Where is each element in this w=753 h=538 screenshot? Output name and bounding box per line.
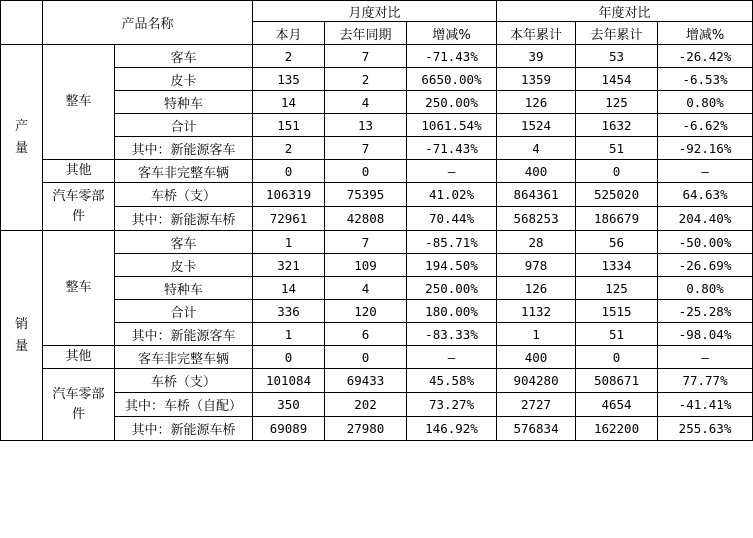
value-cell: 126 — [497, 277, 576, 300]
value-cell: 39 — [497, 45, 576, 68]
value-cell: 1 — [497, 323, 576, 346]
value-cell: 978 — [497, 254, 576, 277]
value-cell: 75395 — [325, 183, 407, 207]
value-cell: 7 — [325, 231, 407, 254]
value-cell: 525020 — [576, 183, 658, 207]
group-label: 整车 — [43, 231, 115, 346]
col-header: 增减% — [407, 22, 497, 45]
value-cell: 0 — [253, 160, 325, 183]
item-label: 客车 — [115, 231, 253, 254]
value-cell: 146.92% — [407, 417, 497, 441]
value-cell: — — [658, 346, 753, 369]
value-cell: 14 — [253, 91, 325, 114]
value-cell: 4 — [325, 91, 407, 114]
value-cell: 125 — [576, 91, 658, 114]
section-sales-label: 销量 — [1, 231, 43, 441]
header-product-name: 产品名称 — [43, 1, 253, 45]
value-cell: — — [407, 346, 497, 369]
value-cell: 109 — [325, 254, 407, 277]
section-production-label: 产量 — [1, 45, 43, 231]
value-cell: 250.00% — [407, 277, 497, 300]
value-cell: 1632 — [576, 114, 658, 137]
value-cell: — — [407, 160, 497, 183]
value-cell: — — [658, 160, 753, 183]
table-row — [1, 231, 753, 254]
value-cell: 204.40% — [658, 207, 753, 231]
item-label: 合计 — [115, 300, 253, 323]
value-cell: 1334 — [576, 254, 658, 277]
value-cell: -71.43% — [407, 45, 497, 68]
value-cell: 0 — [576, 346, 658, 369]
group-label: 其他 — [43, 346, 115, 369]
value-cell: 126 — [497, 91, 576, 114]
value-cell: 350 — [253, 393, 325, 417]
value-cell: 125 — [576, 277, 658, 300]
value-cell: 202 — [325, 393, 407, 417]
item-label: 其中：新能源车桥 — [115, 207, 253, 231]
value-cell: 336 — [253, 300, 325, 323]
value-cell: 0.80% — [658, 277, 753, 300]
col-header: 去年累计 — [576, 22, 658, 45]
value-cell: 0 — [325, 346, 407, 369]
value-cell: 1515 — [576, 300, 658, 323]
value-cell: 4 — [325, 277, 407, 300]
group-label: 汽车零部件 — [43, 183, 115, 231]
value-cell: -25.28% — [658, 300, 753, 323]
value-cell: -6.62% — [658, 114, 753, 137]
item-label: 合计 — [115, 114, 253, 137]
value-cell: 0 — [325, 160, 407, 183]
value-cell: 77.77% — [658, 369, 753, 393]
value-cell: 73.27% — [407, 393, 497, 417]
value-cell: 0 — [576, 160, 658, 183]
header-annual: 年度对比 — [497, 1, 753, 22]
value-cell: 162200 — [576, 417, 658, 441]
item-label: 皮卡 — [115, 68, 253, 91]
value-cell: 69433 — [325, 369, 407, 393]
item-label: 其中：新能源客车 — [115, 137, 253, 160]
value-cell: -26.42% — [658, 45, 753, 68]
value-cell: 70.44% — [407, 207, 497, 231]
value-cell: 151 — [253, 114, 325, 137]
value-cell: 508671 — [576, 369, 658, 393]
value-cell: 7 — [325, 45, 407, 68]
value-cell: 180.00% — [407, 300, 497, 323]
value-cell: 135 — [253, 68, 325, 91]
value-cell: -41.41% — [658, 393, 753, 417]
value-cell: 7 — [325, 137, 407, 160]
value-cell: 2 — [325, 68, 407, 91]
value-cell: 45.58% — [407, 369, 497, 393]
value-cell: 27980 — [325, 417, 407, 441]
value-cell: -71.43% — [407, 137, 497, 160]
value-cell: 255.63% — [658, 417, 753, 441]
value-cell: 1524 — [497, 114, 576, 137]
value-cell: -83.33% — [407, 323, 497, 346]
table-row — [1, 45, 753, 68]
value-cell: -26.69% — [658, 254, 753, 277]
item-label: 其中：新能源客车 — [115, 323, 253, 346]
value-cell: 0 — [253, 346, 325, 369]
value-cell: 400 — [497, 160, 576, 183]
header-row-1 — [1, 1, 753, 22]
value-cell: 56 — [576, 231, 658, 254]
value-cell: 1061.54% — [407, 114, 497, 137]
item-label: 客车非完整车辆 — [115, 160, 253, 183]
value-cell: 321 — [253, 254, 325, 277]
value-cell: -50.00% — [658, 231, 753, 254]
table-row — [1, 369, 753, 393]
header-corner — [1, 1, 43, 45]
value-cell: 1359 — [497, 68, 576, 91]
value-cell: 904280 — [497, 369, 576, 393]
value-cell: 4 — [497, 137, 576, 160]
value-cell: 28 — [497, 231, 576, 254]
item-label: 其中：车桥（自配） — [115, 393, 253, 417]
value-cell: 1132 — [497, 300, 576, 323]
value-cell: 568253 — [497, 207, 576, 231]
item-label: 特种车 — [115, 91, 253, 114]
value-cell: 194.50% — [407, 254, 497, 277]
value-cell: 51 — [576, 137, 658, 160]
value-cell: -92.16% — [658, 137, 753, 160]
table-row — [1, 160, 753, 183]
value-cell: 6 — [325, 323, 407, 346]
value-cell: 4654 — [576, 393, 658, 417]
group-label: 其他 — [43, 160, 115, 183]
value-cell: 69089 — [253, 417, 325, 441]
col-header: 本年累计 — [497, 22, 576, 45]
value-cell: 864361 — [497, 183, 576, 207]
item-label: 皮卡 — [115, 254, 253, 277]
value-cell: 400 — [497, 346, 576, 369]
value-cell: 250.00% — [407, 91, 497, 114]
value-cell: -98.04% — [658, 323, 753, 346]
value-cell: 0.80% — [658, 91, 753, 114]
value-cell: 51 — [576, 323, 658, 346]
header-monthly: 月度对比 — [253, 1, 497, 22]
value-cell: -85.71% — [407, 231, 497, 254]
value-cell: 64.63% — [658, 183, 753, 207]
item-label: 客车 — [115, 45, 253, 68]
value-cell: 120 — [325, 300, 407, 323]
value-cell: 576834 — [497, 417, 576, 441]
value-cell: 1 — [253, 323, 325, 346]
value-cell: 1454 — [576, 68, 658, 91]
col-header: 增减% — [658, 22, 753, 45]
group-label: 汽车零部件 — [43, 369, 115, 441]
value-cell: 2 — [253, 45, 325, 68]
value-cell: 14 — [253, 277, 325, 300]
value-cell: 13 — [325, 114, 407, 137]
value-cell: 6650.00% — [407, 68, 497, 91]
col-header: 本月 — [253, 22, 325, 45]
table-row — [1, 183, 753, 207]
value-cell: 1 — [253, 231, 325, 254]
value-cell: 106319 — [253, 183, 325, 207]
value-cell: 41.02% — [407, 183, 497, 207]
item-label: 车桥（支） — [115, 183, 253, 207]
value-cell: -6.53% — [658, 68, 753, 91]
value-cell: 2 — [253, 137, 325, 160]
item-label: 其中：新能源车桥 — [115, 417, 253, 441]
value-cell: 53 — [576, 45, 658, 68]
item-label: 特种车 — [115, 277, 253, 300]
value-cell: 2727 — [497, 393, 576, 417]
value-cell: 72961 — [253, 207, 325, 231]
item-label: 客车非完整车辆 — [115, 346, 253, 369]
item-label: 车桥（支） — [115, 369, 253, 393]
col-header: 去年同期 — [325, 22, 407, 45]
value-cell: 186679 — [576, 207, 658, 231]
table-row — [1, 346, 753, 369]
group-label: 整车 — [43, 45, 115, 160]
value-cell: 42808 — [325, 207, 407, 231]
value-cell: 101084 — [253, 369, 325, 393]
